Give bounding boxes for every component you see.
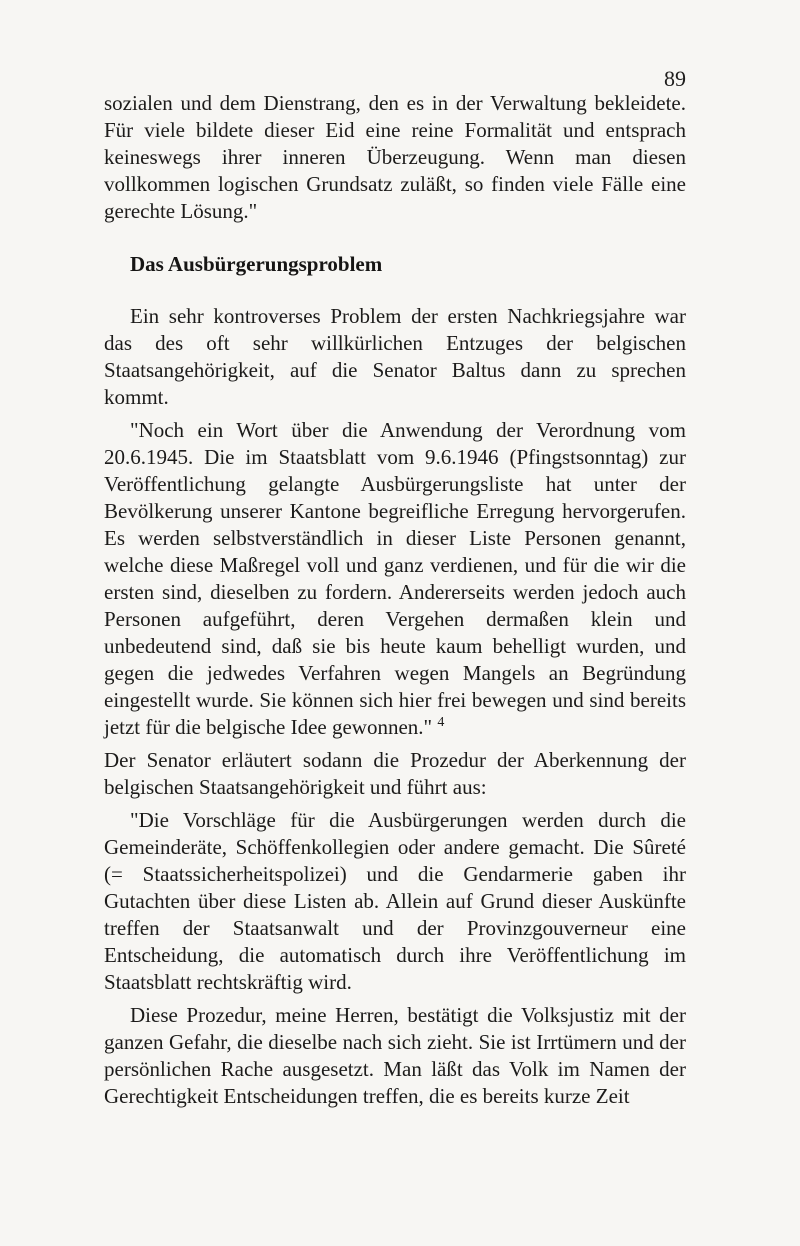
paragraph-proposals: "Die Vorschläge für die Ausbürgerungen werden durch die Gemeinderäte, Schöffenkollegien oder andere gemacht. Die Sûreté (= Staatssicherheitspolizei) und die Gendarmerie gaben ihr Gutachten über diese Listen ab. Allein auf Grund dieser Auskünfte treffen der Staatsanwalt und der Provinzgouverneur eine Entscheidung, die automatisch durch ihre Veröffentlichung im Staatsblatt rechtskräftig wird. [104, 808, 686, 994]
section-heading: Das Ausbürgerungsproblem [130, 252, 383, 276]
paragraph-procedure: Der Senator erläutert sodann die Prozedur der Aberkennung der belgischen Staatsangehörigkeit und führt aus: [104, 748, 686, 799]
page-body [104, 90, 686, 1116]
paragraph-justice: Diese Prozedur, meine Herren, bestätigt die Volksjustiz mit der ganzen Gefahr, die dieselbe nach sich zieht. Sie ist Irrtümern und der persönlichen Rache ausgesetzt. Man läßt das Volk im Namen der Gerechtigkeit Entscheidungen treffen, die es bereits kurze Zeit [104, 1003, 686, 1108]
paragraph-intro: Ein sehr kontroverses Problem der ersten Nachkriegsjahre war das des oft sehr willkürlichen Entzuges der belgischen Staatsangehörigkeit, auf die Senator Baltus dann zu sprechen kommt. [104, 304, 686, 409]
footnote-marker: 4 [437, 715, 445, 730]
page-number: 89 [664, 66, 686, 91]
quote-text: "Noch ein Wort über die Anwendung der Verordnung vom 20.6.1945. Die im Staatsblatt vom 9.6.1946 (Pfingstsonntag) zur Veröffentlichung gelangte Ausbürgerungsliste hat unter der Bevölkerung unserer Kantone begreifliche Erregung hervorgerufen. Es werden selbstverständlich in dieser Liste Personen genannt, welche diese Maßregel voll und ganz verdienen, und für die wir die ersten sind, dieselben zu fordern. Andererseits werden jedoch auch Personen aufgeführt, deren Vergehen dermaßen klein und unbedeutend sind, daß sie bis heute kaum behelligt wurden, und gegen die jedwedes Verfahren wegen Mangels an Begründung eingestellt wurde. Sie können sich hier frei bewegen und sind bereits jetzt für die belgische Idee gewonnen." [104, 418, 686, 739]
paragraph-continuation: sozialen und dem Dienstrang, den es in der Verwaltung bekleidete. Für viele bildete dieser Eid eine reine Formalität und entsprach keineswegs ihrer inneren Überzeugung. Wenn man diesen vollkommen logischen Grundsatz zuläßt, so finden viele Fälle eine gerechte Lösung." [104, 91, 686, 223]
paragraph-quote [104, 417, 686, 741]
